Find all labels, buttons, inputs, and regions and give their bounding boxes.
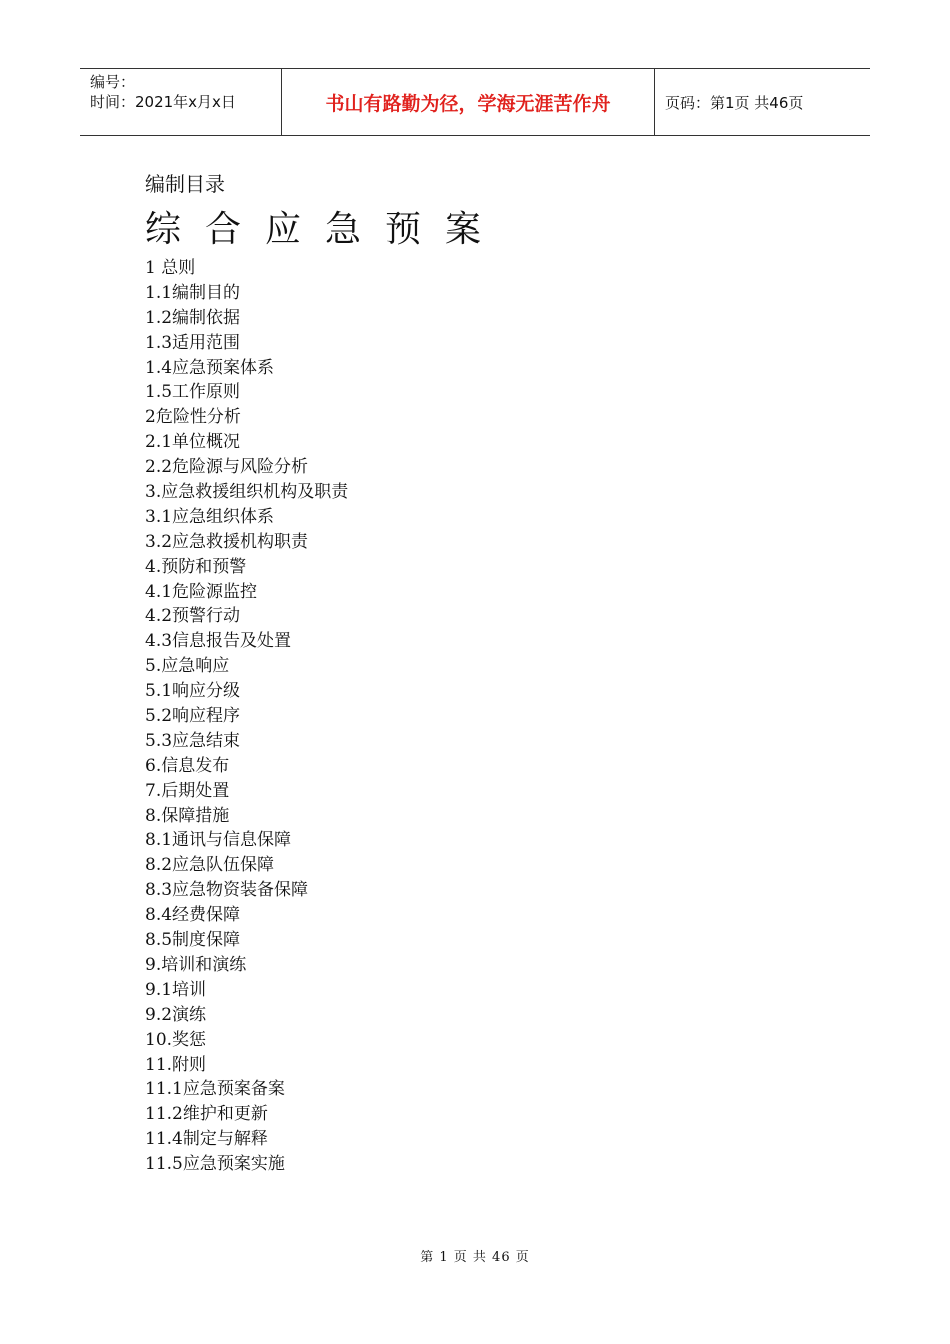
number-label: 编号： <box>90 73 136 91</box>
toc-item: 3.应急救援组织机构及职责 <box>145 482 349 503</box>
toc-item: 11.4制定与解释 <box>145 1129 268 1150</box>
toc-item: 4.预防和预警 <box>145 556 247 577</box>
toc-item: 8.1通讯与信息保障 <box>145 830 292 851</box>
document-body <box>145 170 785 1177</box>
toc-item: 1.4应急预案体系 <box>145 357 275 378</box>
doc-subtitle: 编制目录 <box>145 172 225 196</box>
toc-item: 3.2应急救援机构职责 <box>145 531 309 552</box>
toc-item: 2.2危险源与风险分析 <box>145 457 309 478</box>
toc-item: 2危险性分析 <box>145 407 241 428</box>
toc-item: 4.1危险源监控 <box>145 581 258 602</box>
toc-item: 8.保障措施 <box>145 805 230 826</box>
toc-item: 9.1培训 <box>145 979 207 1000</box>
toc-item: 11.附则 <box>145 1054 207 1075</box>
toc-item: 1 总则 <box>145 258 196 278</box>
toc-item: 5.3应急结束 <box>145 730 241 751</box>
toc-item: 11.2维护和更新 <box>145 1104 268 1125</box>
page-header <box>80 68 870 136</box>
toc-item: 11.5应急预案实施 <box>145 1154 285 1175</box>
toc-item: 7.后期处置 <box>145 780 230 801</box>
date-label: 时间：2021年x月x日 <box>90 93 236 111</box>
toc-item: 8.4经费保障 <box>145 905 241 926</box>
toc-item: 10.奖惩 <box>145 1029 207 1050</box>
toc-item: 1.1编制目的 <box>145 282 241 303</box>
toc-item: 11.1应急预案备案 <box>145 1079 285 1100</box>
header-page-label: 页码：第1页 共46页 <box>665 93 804 112</box>
toc-item: 1.2编制依据 <box>145 307 241 328</box>
toc-item: 4.2预警行动 <box>145 606 241 627</box>
header-meta <box>80 69 282 135</box>
toc-item: 5.应急响应 <box>145 656 230 677</box>
toc-item: 9.2演练 <box>145 1004 207 1025</box>
toc-item: 3.1应急组织体系 <box>145 506 275 527</box>
toc-item: 1.5工作原则 <box>145 382 241 403</box>
toc-item: 8.2应急队伍保障 <box>145 855 275 876</box>
toc-item: 4.3信息报告及处置 <box>145 631 292 652</box>
toc-item: 1.3适用范围 <box>145 332 241 353</box>
toc-item: 8.3应急物资装备保障 <box>145 880 309 901</box>
toc-item: 6.信息发布 <box>145 755 230 776</box>
header-motto: 书山有路勤为径，学海无涯苦作舟 <box>282 69 655 135</box>
table-of-contents <box>145 256 785 1177</box>
toc-item: 8.5制度保障 <box>145 930 241 951</box>
doc-title: 综合应急预案 <box>145 209 506 250</box>
toc-item: 2.1单位概况 <box>145 432 241 453</box>
toc-item: 5.2响应程序 <box>145 706 241 727</box>
toc-item: 5.1响应分级 <box>145 681 241 702</box>
page-footer: 第 1 页 共 46 页 <box>420 1250 530 1265</box>
toc-item: 9.培训和演练 <box>145 954 247 975</box>
